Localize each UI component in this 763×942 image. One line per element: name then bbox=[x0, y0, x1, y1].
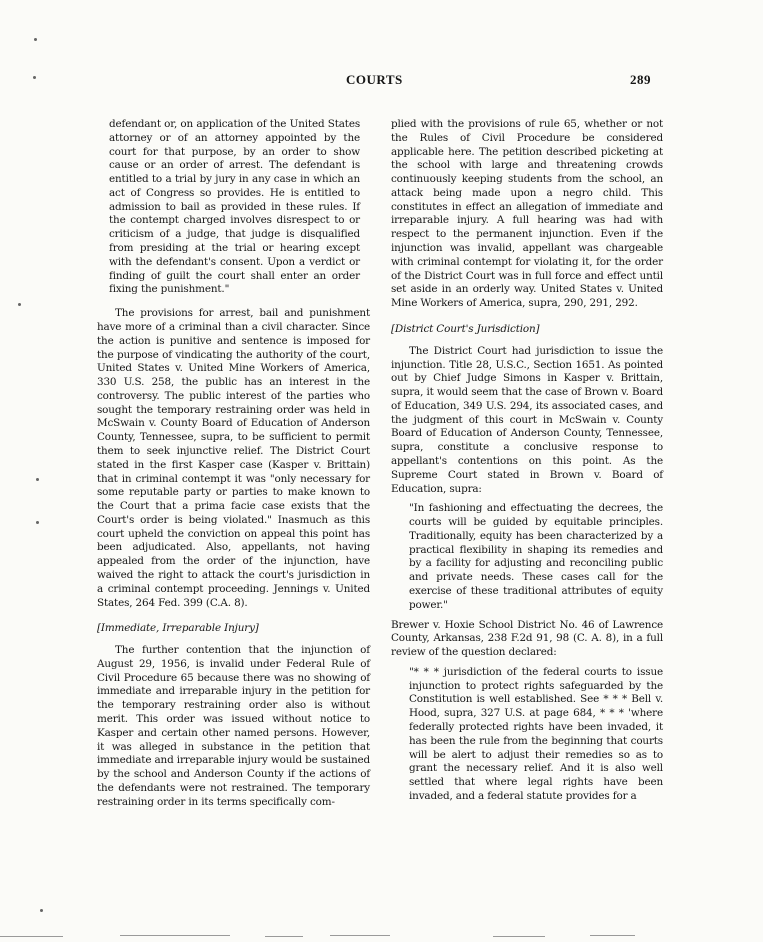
paragraph-rule-65-compliance: plied with the provisions of rule 65, whether or not the Rules of Civil Procedure be considered applicable here. The petition described picketing at the school with large and threatening crowds continuously keeping students from the school, an attack being made upon a negro child. This constitutes in effect an allegation of immediate and irreparable injury. A full hearing was had with respect to the permanent injunction. Even if the injunction was invalid, appellant was chargeable with criminal contempt for violating it, for the order of the District Court was in full force and effect until set aside in an orderly way. United States v. United Mine Workers of America, supra, 290, 291, 292. bbox=[391, 118, 663, 310]
scan-edge-line bbox=[0, 936, 63, 937]
scan-speck bbox=[34, 38, 37, 41]
paragraph-brewer-v-hoxie: Brewer v. Hoxie School District No. 46 of Lawrence County, Arkansas, 238 F.2d 91, 98 (C. A. 8), in a full review of the question declared: bbox=[391, 618, 663, 659]
rule-65-quote: defendant or, on application of the United States attorney or of an attorney appointed by the court for that purpose, by an order to show cause or an order of arrest. The defendant is entitled to a trial by jury in any case in which an act of Congress so provides. He is entitled to admission to bail as provided in these rules. If the contempt charged involves disrespect to or criticism of a judge, that judge is disqualified from presiding at the trial or hearing except with the defendant's consent. Upon a verdict or finding of guilt the court shall enter an order fixing the punishment." bbox=[109, 118, 360, 296]
scan-edge-line bbox=[120, 935, 230, 936]
scan-speck bbox=[18, 303, 21, 306]
paragraph-injunction-contention: The further contention that the injunction of August 29, 1956, is invalid under Federal Rule of Civil Procedure 65 because there was no showing of immediate and irreparable injury in the petition for the temporary restraining order also is without merit. This order was issued without notice to Kasper and certain other named persons. However, it was alleged in substance in the petition that immediate and irreparable injury would be sustained by the school and Anderson County if the actions of the defendants were not restrained. The temporary restraining order in its terms specifically com- bbox=[97, 644, 370, 808]
quote-brown-v-board: "In fashioning and effectuating the decrees, the courts will be guided by equitable principles. Traditionally, equity has been characterized by a practical flexibility in shaping its remedies and by a facility for adjusting and reconciling public and private needs. These cases call for the exercise of these traditional attributes of equity power." bbox=[409, 502, 663, 611]
scan-edge-line bbox=[330, 935, 390, 936]
right-column bbox=[391, 118, 663, 804]
page-number: 289 bbox=[630, 72, 651, 87]
scan-edge-line bbox=[590, 935, 635, 936]
scan-speck bbox=[33, 76, 36, 79]
scan-edge-line bbox=[265, 936, 303, 937]
heading-immediate-irreparable-injury: [Immediate, Irreparable Injury] bbox=[97, 622, 259, 635]
scan-speck bbox=[36, 521, 39, 524]
heading-district-court-jurisdiction: [District Court's Jurisdiction] bbox=[391, 322, 540, 335]
paragraph-criminal-character: The provisions for arrest, bail and punishment have more of a criminal than a civil character. Since the action is punitive and sentence is imposed for the purpose of vindicating the authority of the court, United States v. United Mine Workers of America, 330 U.S. 258, the public has an interest in the controversy. The public interest of the parties who sought the temporary restraining order was held in McSwain v. County Board of Education of Anderson County, Tennessee, supra, to be sufficient to permit them to seek injunctive relief. The District Court stated in the first Kasper case (Kasper v. Brittain) that in criminal contempt it was "only necessary for some reputable party or parties to make known to the Court that a prima facie case exists that the Court's order is being violated." Inasmuch as this court upheld the conviction on appeal this point has been adjudicated. Also, appellants, not having appealed from the order of the injunction, have waived the right to attack the court's jurisdiction in a criminal contempt proceeding. Jennings v. United States, 264 Fed. 399 (C.A. 8). bbox=[97, 307, 370, 609]
quote-federal-jurisdiction: "* * * jurisdiction of the federal courts to issue injunction to protect rights safeguarded by the Constitution is well established. See * * * Bell v. Hood, supra, 327 U.S. at page 684, * * * 'where federally protected rights have been invaded, it has been the rule from the beginning that courts will be alert to adjust their remedies so as to grant the necessary relief. And it is also well settled that where legal rights have been invaded, and a federal statute provides for a bbox=[409, 665, 663, 802]
scan-edge-line bbox=[493, 936, 545, 937]
running-head: COURTS bbox=[346, 72, 403, 87]
scan-speck bbox=[40, 909, 43, 912]
scan-speck bbox=[36, 478, 39, 481]
paragraph-jurisdiction: The District Court had jurisdiction to issue the injunction. Title 28, U.S.C., Section 1651. As pointed out by Chief Judge Simons in Kasper v. Brittain, supra, it would seem that the case of Brown v. Board of Education, 349 U.S. 294, its associated cases, and the judgment of this court in McSwain v. County Board of Education of Anderson County, Tennessee, supra, constitute a conclusive response to appellant's contentions on this point. As the Supreme Court stated in Brown v. Board of Education, supra: bbox=[391, 344, 663, 495]
left-column bbox=[97, 118, 370, 810]
